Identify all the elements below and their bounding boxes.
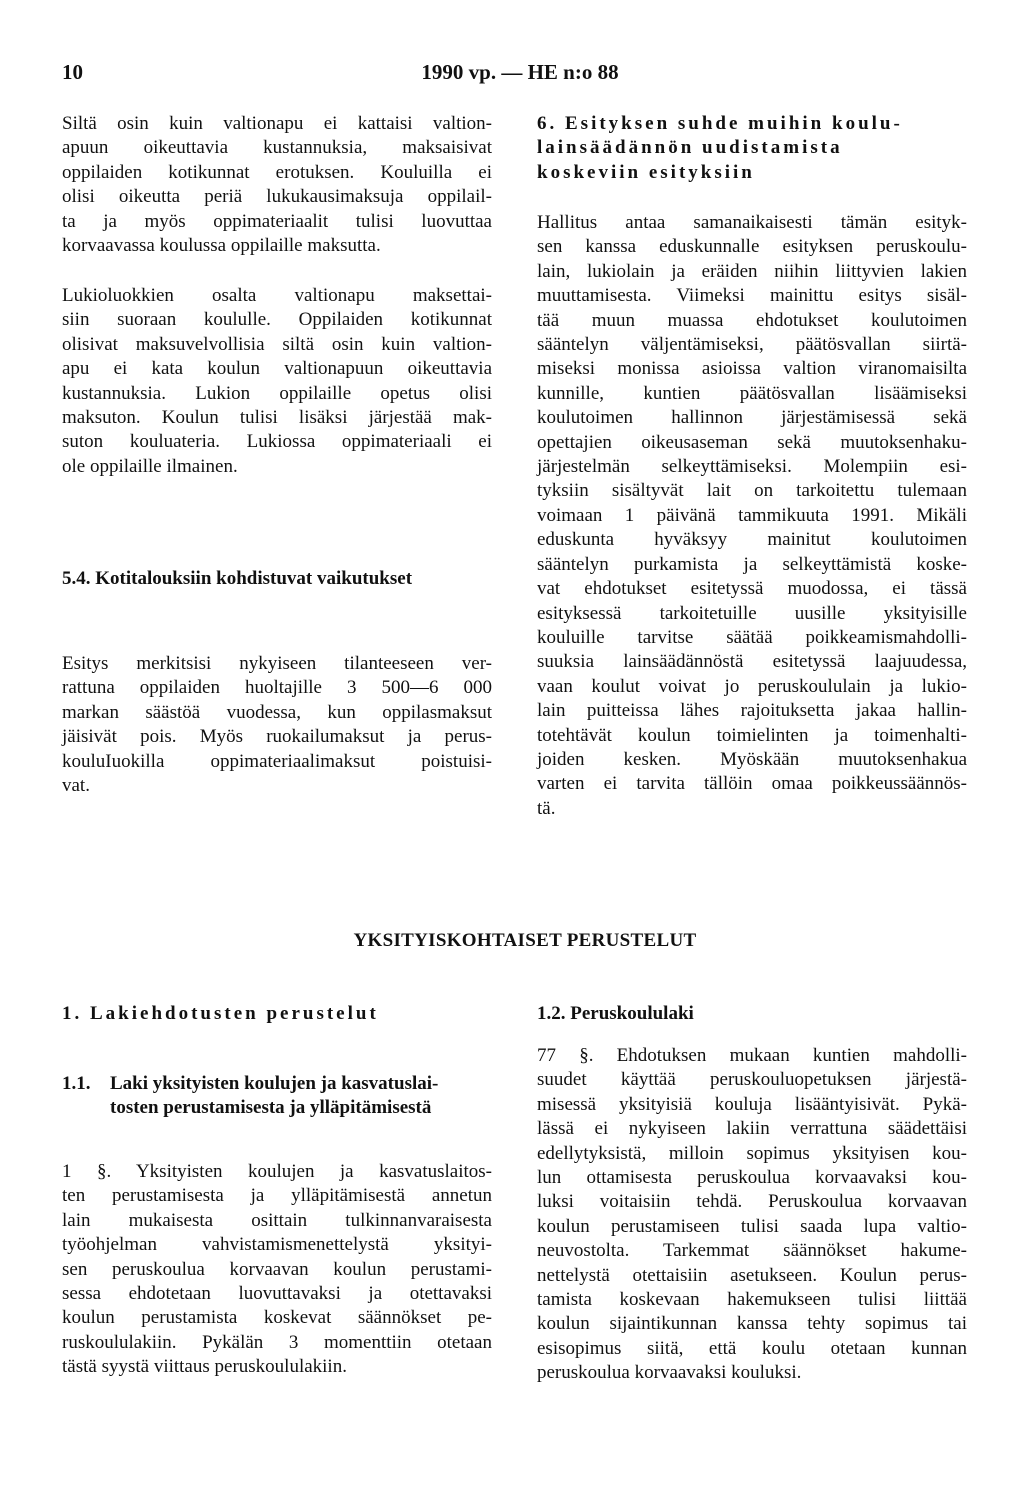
text-line: nettelystä otettaisiin asetukseen. Koulun perus- — [537, 1264, 967, 1286]
section-heading-1-2: 1.2. Peruskoululaki — [537, 1003, 694, 1024]
text-line: tää muun muassa ehdotukset koulutoimen — [537, 309, 967, 331]
text-line: suuksia lainsäädännöstä esitetyssä laajuudessa, — [537, 651, 967, 673]
text-line: tyksiin sisältyvät lait on tarkoitettu tulemaan — [537, 480, 967, 502]
heading-line: lainsäädännön uudistamista — [537, 137, 843, 159]
text-line: lain puitteissa lähes rajoituksetta jakaa hallin- — [537, 700, 967, 722]
section-heading-1-1 — [62, 1072, 502, 1121]
text-line: rattuna oppilaiden huoltajille 3 500—6 000 — [62, 677, 492, 699]
text-line: tästä syystä viittaus peruskoululakiin. — [62, 1356, 347, 1378]
text-line: misessä yksityisiä kouluja lisääntyisivät. Pykä- — [537, 1093, 967, 1115]
text-line: lässä ei nykyiseen lakiin verrattuna säädettäisi — [537, 1118, 967, 1140]
text-line: 1 §. Yksityisten koulujen ja kasvatuslaitos- — [62, 1161, 492, 1182]
page-header-title: 1990 vp. — HE n:o 88 — [421, 60, 619, 84]
text-line: olisivat maksuvelvollisia siltä osin kuin valtion- — [62, 333, 492, 355]
text-line: järjestelmän selkeyttämiseksi. Molempiin esi- — [537, 456, 967, 478]
text-line: suton kouluateria. Lukiossa oppimateriaali ei — [62, 431, 492, 453]
text-line: vat ehdotukset esitetyssä muodossa, ei tässä — [537, 578, 967, 600]
text-line: markan säästöä vuodessa, kun oppilasmaksut — [62, 701, 492, 723]
text-line: oppilaiden kotikunnat erotuksen. Kouluilla ei — [62, 161, 492, 183]
text-line: kunnille, kuntien päätösvallan lisäämiseksi — [537, 382, 967, 404]
text-line: koulutoimen hallinnon järjestämisessä sekä — [537, 407, 967, 429]
text-line: lain, lukiolain ja eräiden niihin liittyvien lakien — [537, 260, 967, 282]
left-paragraph-1 — [62, 112, 492, 258]
text-line: koulun perustamiseen tulisi saada lupa valtio- — [537, 1215, 967, 1237]
text-line: jäisivät pois. Myös ruokailumaksut ja perus- — [62, 726, 492, 748]
text-line: apu ei kata koulun valtionapuun oikeuttavia — [62, 358, 492, 380]
text-line: sen kanssa eduskunnalle esityksen peruskoulu- — [537, 236, 967, 258]
text-line: tä. — [537, 797, 556, 819]
text-line: joiden kesken. Myöskään muutoksenhakua — [537, 748, 967, 770]
text-line: lun ottamisesta peruskoulua korvaavaksi kou- — [537, 1167, 967, 1189]
text-line: esityksessä tarkoitetuille uusille yksityisille — [537, 602, 967, 624]
text-line: ten perustamisesta ja ylläpitämisestä annetun — [62, 1185, 492, 1207]
text-line: totehtävät koulun toimielinten ja toimenhalti- — [537, 724, 967, 746]
text-line: miseksi monissa asioissa valtion viranomaisilta — [537, 358, 967, 380]
text-line: ole oppilaille ilmainen. — [62, 455, 238, 477]
text-line: peruskoulua korvaavaksi kouluksi. — [537, 1362, 802, 1384]
left-paragraph-3 — [62, 652, 492, 798]
left-paragraph-2 — [62, 284, 492, 479]
section-heading-6 — [537, 112, 967, 185]
text-line: eduskunta hyväksyy mainitut koulutoimen — [537, 529, 967, 551]
text-line: korvaavassa koulussa oppilaille maksutta. — [62, 235, 381, 257]
text-line: siin suoraan koululle. Oppilaiden kotikunnat — [62, 309, 492, 331]
text-line: koulun sijaintikunnan kanssa tehty sopimus tai — [537, 1313, 967, 1335]
text-line: kouluIuokilla oppimateriaalimaksut poistuisi- — [62, 750, 492, 772]
text-line: kustannuksia. Lukion oppilaille opetus olisi — [62, 382, 492, 404]
text-line: maksuton. Koulun tulisi lisäksi järjestää mak- — [62, 407, 492, 429]
text-line: Siltä osin kuin valtionapu ei kattaisi valtion- — [62, 113, 492, 134]
section-title: YKSITYISKOHTAISET PERUSTELUT — [353, 930, 697, 951]
right-paragraph — [537, 211, 967, 821]
text-line: Lukioluokkien osalta valtionapu maksettai- — [62, 285, 492, 306]
text-line: ruskoululakiin. Pykälän 3 momenttiin otetaan — [62, 1331, 492, 1353]
text-line: vaan koulut voivat jo peruskoululain ja lukio- — [537, 675, 967, 697]
heading-line: 6. Esityksen suhde muihin koulu- — [537, 113, 903, 134]
section-heading-1: 1. Lakiehdotusten perustelut — [62, 1003, 379, 1024]
text-line: neuvostolta. Tarkemmat säännökset hakume- — [537, 1240, 967, 1262]
text-line: 77 §. Ehdotuksen mukaan kuntien mahdolli- — [537, 1045, 967, 1066]
heading-number: 1.1. — [62, 1073, 91, 1094]
text-line: edellytyksistä, milloin sopimus yksityisen kou- — [537, 1142, 967, 1164]
text-line: sen peruskoulua korvaavan koulun perustami- — [62, 1258, 492, 1280]
text-line: muuttamisesta. Viimeksi mainittu esitys sisäl- — [537, 285, 967, 307]
text-line: Hallitus antaa samanaikaisesti tämän esityk- — [537, 212, 967, 233]
page-number: 10 — [62, 60, 83, 84]
text-line: ta ja myös oppimateriaalit tulisi luovuttaa — [62, 210, 492, 232]
heading-line: tosten perustamisesta ja ylläpitämisestä — [110, 1097, 432, 1119]
section-heading-5-4: 5.4. Kotitalouksiin kohdistuvat vaikutukset — [62, 568, 413, 589]
text-line: työohjelman vahvistamismenettelystä yksityi- — [62, 1234, 492, 1256]
text-line: suudet käyttää peruskouluopetuksen järjestä- — [537, 1069, 967, 1091]
heading-line: koskeviin esityksiin — [537, 161, 755, 183]
text-line: koulun perustamista koskevat säännökset pe- — [62, 1307, 492, 1329]
heading-line: Laki yksityisten koulujen ja kasvatuslai- — [110, 1073, 439, 1094]
text-line: olisi oikeutta periä lukukausimaksuja oppilail- — [62, 186, 492, 208]
text-line: voimaan 1 päivänä tammikuuta 1991. Mikäli — [537, 504, 967, 526]
text-line: esisopimus siitä, että koulu otetaan kunnan — [537, 1337, 967, 1359]
text-line: sääntelyn väljentämiseksi, päätösvallan siirtä- — [537, 334, 967, 356]
text-line: Esitys merkitsisi nykyiseen tilanteeseen ver- — [62, 653, 492, 674]
text-line: sessa ehdotetaan luovuttavaksi ja otettavaksi — [62, 1283, 492, 1305]
text-line: sääntelyn purkamista ja selkeyttämistä koske- — [537, 553, 967, 575]
text-line: lain mukaisesta osittain tulkinnanvaraisesta — [62, 1209, 492, 1231]
text-line: luksi voitaisiin tehdä. Peruskoulua korvaavan — [537, 1191, 967, 1213]
text-line: apuun oikeuttavia kustannuksia, maksaisivat — [62, 137, 492, 159]
text-line: kouluille tarvitse säätää poikkeamismahdolli- — [537, 626, 967, 648]
text-line: vat. — [62, 775, 90, 797]
bottom-right-paragraph — [537, 1044, 967, 1386]
text-line: varten ei tarvita tällöin omaa poikkeussäännös- — [537, 773, 967, 795]
text-line: tamista koskevaan hakemukseen tulisi liittää — [537, 1289, 967, 1311]
bottom-left-paragraph — [62, 1160, 492, 1380]
text-line: opettajien oikeusaseman sekä muutoksenhaku- — [537, 431, 967, 453]
